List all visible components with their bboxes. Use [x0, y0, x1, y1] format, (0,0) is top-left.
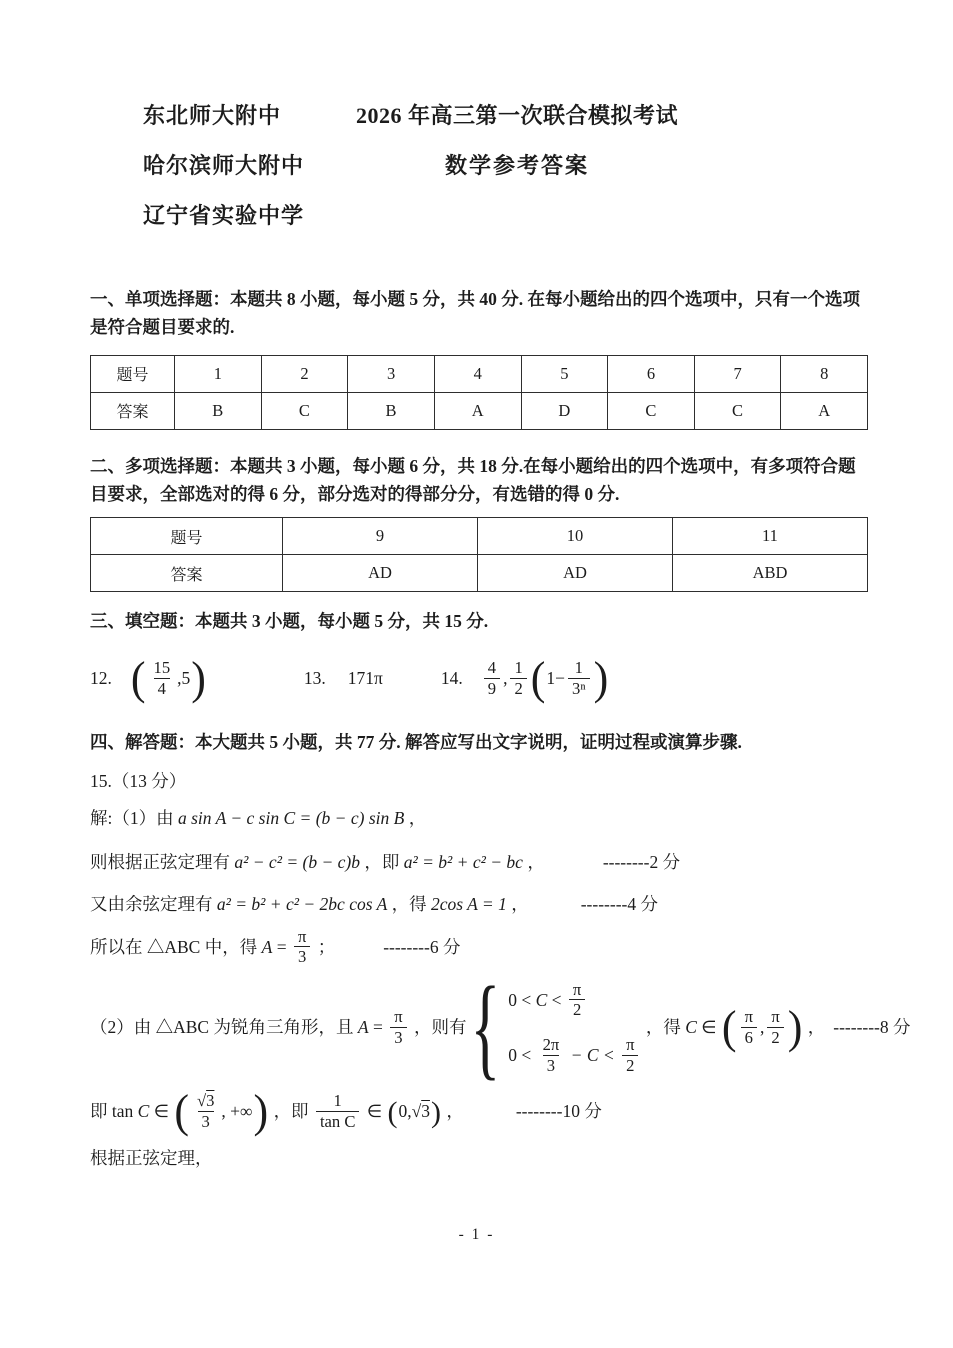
table-cell: 2	[261, 355, 348, 392]
case-row	[508, 981, 641, 1020]
solution-line-2	[90, 849, 872, 876]
table-cell: D	[521, 392, 608, 429]
item-number: 14.	[440, 668, 463, 689]
title-block	[356, 102, 678, 229]
radical-sign: √	[411, 1101, 422, 1122]
close-paren: )	[593, 652, 609, 705]
table-cell: 1	[175, 355, 262, 392]
solution-text: 解:（1）由	[90, 808, 178, 829]
math-text: − C <	[566, 1045, 620, 1066]
item-number: 12.	[90, 668, 112, 689]
solution-line-6	[90, 1085, 872, 1138]
solution-line-1	[90, 805, 872, 832]
open-paren: (	[174, 1085, 189, 1138]
solution-text: ，得	[641, 1017, 686, 1038]
school-name: 东北师大附中	[143, 103, 282, 128]
solution-text: 所以在 △ABC 中，得	[90, 936, 262, 957]
math-expression	[130, 652, 207, 705]
answer-item-12	[90, 652, 207, 705]
fraction: $\frac{\pi}{2}$	[569, 981, 585, 1020]
answer-item-13	[304, 668, 383, 689]
single-choice-answer-table	[90, 355, 868, 430]
square-root: √3	[411, 1101, 430, 1122]
math-text: ∈	[696, 1017, 721, 1038]
score-mark: --------10 分	[515, 1101, 602, 1122]
table-cell: 6	[608, 355, 695, 392]
section3-heading: 三、填空题：本题共 3 小题，每小题 5 分，共 15 分.	[90, 611, 489, 632]
solution-text: ，则有	[409, 1017, 467, 1038]
fraction: $\frac{4}{9}$	[484, 659, 500, 698]
solution-line-7: 根据正弦定理，	[90, 1147, 213, 1168]
table-cell: AD	[478, 555, 673, 592]
section2-heading: 二、多项选择题：本题共 3 小题，每小题 6 分，共 18 分.在每小题给出的四个选项中，有多项符合题目要求，全部选对的得 6 分，部分选对的得部分分，有选错的得 0 分.	[90, 455, 856, 505]
math-text: 1−	[546, 668, 566, 689]
table-cell: A	[781, 392, 868, 429]
table-cell: 8	[781, 355, 868, 392]
math-text: a² − c² = (b − c)b	[234, 852, 360, 873]
math-text: ,	[759, 1017, 765, 1038]
table-cell: A	[434, 392, 521, 429]
math-text: a² = b² + c² − bc	[403, 852, 523, 873]
document-header	[0, 0, 953, 229]
solution-text: 即 tan	[90, 1101, 138, 1122]
table-cell: 3	[348, 355, 435, 392]
school-name: 哈尔滨师大附中	[143, 153, 305, 178]
table-row	[91, 518, 868, 555]
close-paren: )	[787, 1001, 803, 1054]
solution-text: ，	[441, 1101, 464, 1122]
answer-label: 答案	[91, 392, 175, 429]
fraction: $\frac{1}{\text{tan C}}$	[316, 1092, 360, 1131]
fraction: $\frac{√3}{3}$	[196, 1091, 215, 1132]
solution-line-3	[90, 891, 872, 918]
document-body	[90, 285, 911, 1172]
open-paren: (	[530, 652, 546, 705]
table-cell: 4	[434, 355, 521, 392]
solution-text: ，	[506, 894, 529, 915]
solution-text: ，即	[360, 852, 404, 873]
math-text: ,5	[177, 668, 191, 689]
table-cell: 10	[478, 518, 673, 555]
table-cell: B	[175, 392, 262, 429]
math-variable: C	[535, 989, 548, 1010]
answer-item-14	[440, 652, 609, 705]
math-variable: C	[137, 1101, 150, 1122]
close-paren: )	[430, 1095, 441, 1129]
solution-text: ，即	[269, 1101, 313, 1122]
close-paren: )	[253, 1085, 269, 1138]
fraction: $\frac{\pi}{2}$	[622, 1036, 638, 1075]
section1-heading: 一、单项选择题：本题共 8 小题，每小题 5 分，共 40 分. 在每小题给出的四个选项中，只有一个选项是符合题目要求的.	[90, 289, 860, 338]
radical-sign: √	[196, 1091, 207, 1111]
fraction: $\frac{2\pi}{3}$	[542, 1035, 560, 1075]
table-cell: ABD	[673, 555, 868, 592]
math-text: ∈	[149, 1101, 174, 1122]
page-number: - 1 -	[458, 1226, 495, 1243]
fill-in-answers-row	[90, 642, 872, 716]
table-cell: 9	[283, 518, 478, 555]
score-mark: --------2 分	[602, 852, 681, 873]
table-row	[91, 392, 868, 429]
solution-text: （2）由 △ABC 为锐角三角形，且	[90, 1017, 358, 1038]
solution-line-4	[90, 928, 872, 967]
math-variable: C	[685, 1017, 697, 1038]
close-paren: )	[191, 652, 206, 705]
solution-text: ，	[404, 808, 427, 829]
solution-text: ，	[522, 852, 545, 873]
section4-heading: 四、解答题：本大题共 5 小题，共 77 分. 解答应写出文字说明，证明过程或演算步骤.	[90, 731, 742, 752]
item-number: 13.	[303, 668, 326, 689]
fraction: $\frac{15}{4}$	[153, 658, 171, 698]
solution-text: 又由余弦定理有	[90, 894, 217, 915]
exam-subtitle: 数学参考答案	[445, 153, 590, 178]
table-cell: 7	[694, 355, 781, 392]
fraction: $\frac{1}{\text{3ⁿ}}$	[568, 659, 590, 698]
score-mark: --------8 分	[833, 1017, 911, 1038]
math-text: =	[368, 1017, 388, 1038]
inequality-system	[508, 973, 641, 1083]
fraction: $\frac{\pi}{2}$	[767, 1008, 783, 1047]
fraction: $\frac{\pi}{6}$	[741, 1008, 757, 1047]
math-text: 171π	[347, 668, 383, 689]
math-text: ∈	[362, 1101, 387, 1122]
math-text: a² = b² + c² − 2bc cos A	[216, 894, 388, 915]
solution-text: ，	[803, 1017, 826, 1038]
table-cell: C	[694, 392, 781, 429]
question-number-label: 题号	[91, 518, 283, 555]
question-number-label: 题号	[91, 355, 175, 392]
math-text: 0,	[398, 1101, 412, 1122]
table-cell: 11	[673, 518, 868, 555]
solution-text: 则根据正弦定理有	[90, 852, 235, 873]
school-list	[143, 102, 304, 229]
table-row	[91, 555, 868, 592]
cases-brace: {	[470, 965, 501, 1091]
math-text: 0 <	[508, 1045, 536, 1066]
table-cell: AD	[283, 555, 478, 592]
fraction: $\frac{\pi}{3}$	[390, 1008, 406, 1047]
math-text: a sin A − c sin C = (b − c) sin B	[178, 808, 405, 829]
solution-text: ，得	[387, 894, 432, 915]
open-paren: (	[387, 1095, 398, 1129]
math-text: <	[547, 989, 566, 1010]
math-text: 2cos A = 1	[431, 894, 507, 915]
table-cell: C	[608, 392, 695, 429]
case-row	[508, 1036, 641, 1075]
fraction: $\frac{1}{2}$	[510, 659, 526, 698]
fraction: $\frac{\pi}{3}$	[294, 928, 310, 967]
score-mark: --------6 分	[383, 936, 461, 957]
school-name: 辽宁省实验中学	[143, 203, 305, 228]
open-paren: (	[130, 652, 146, 705]
score-mark: --------4 分	[580, 894, 658, 915]
square-root: √3	[196, 1091, 215, 1111]
exam-title: 2026 年高三第一次联合模拟考试	[356, 103, 679, 128]
answer-label: 答案	[91, 555, 283, 592]
math-variable: A	[357, 1017, 369, 1038]
math-text: ,	[503, 668, 508, 689]
open-paren: (	[721, 1001, 737, 1054]
math-text: =	[272, 936, 291, 957]
table-cell: C	[261, 392, 348, 429]
math-variable: A	[261, 936, 273, 957]
problem-15-header: 15.（13 分）	[90, 771, 187, 792]
math-text: 0 <	[508, 989, 536, 1010]
solution-text: ；	[313, 936, 336, 957]
math-expression	[481, 652, 609, 705]
table-cell: 5	[521, 355, 608, 392]
solution-line-5	[90, 965, 911, 1091]
math-text: , +∞	[221, 1101, 253, 1122]
table-row	[91, 355, 868, 392]
multi-choice-answer-table	[90, 517, 868, 592]
table-cell: B	[348, 392, 435, 429]
